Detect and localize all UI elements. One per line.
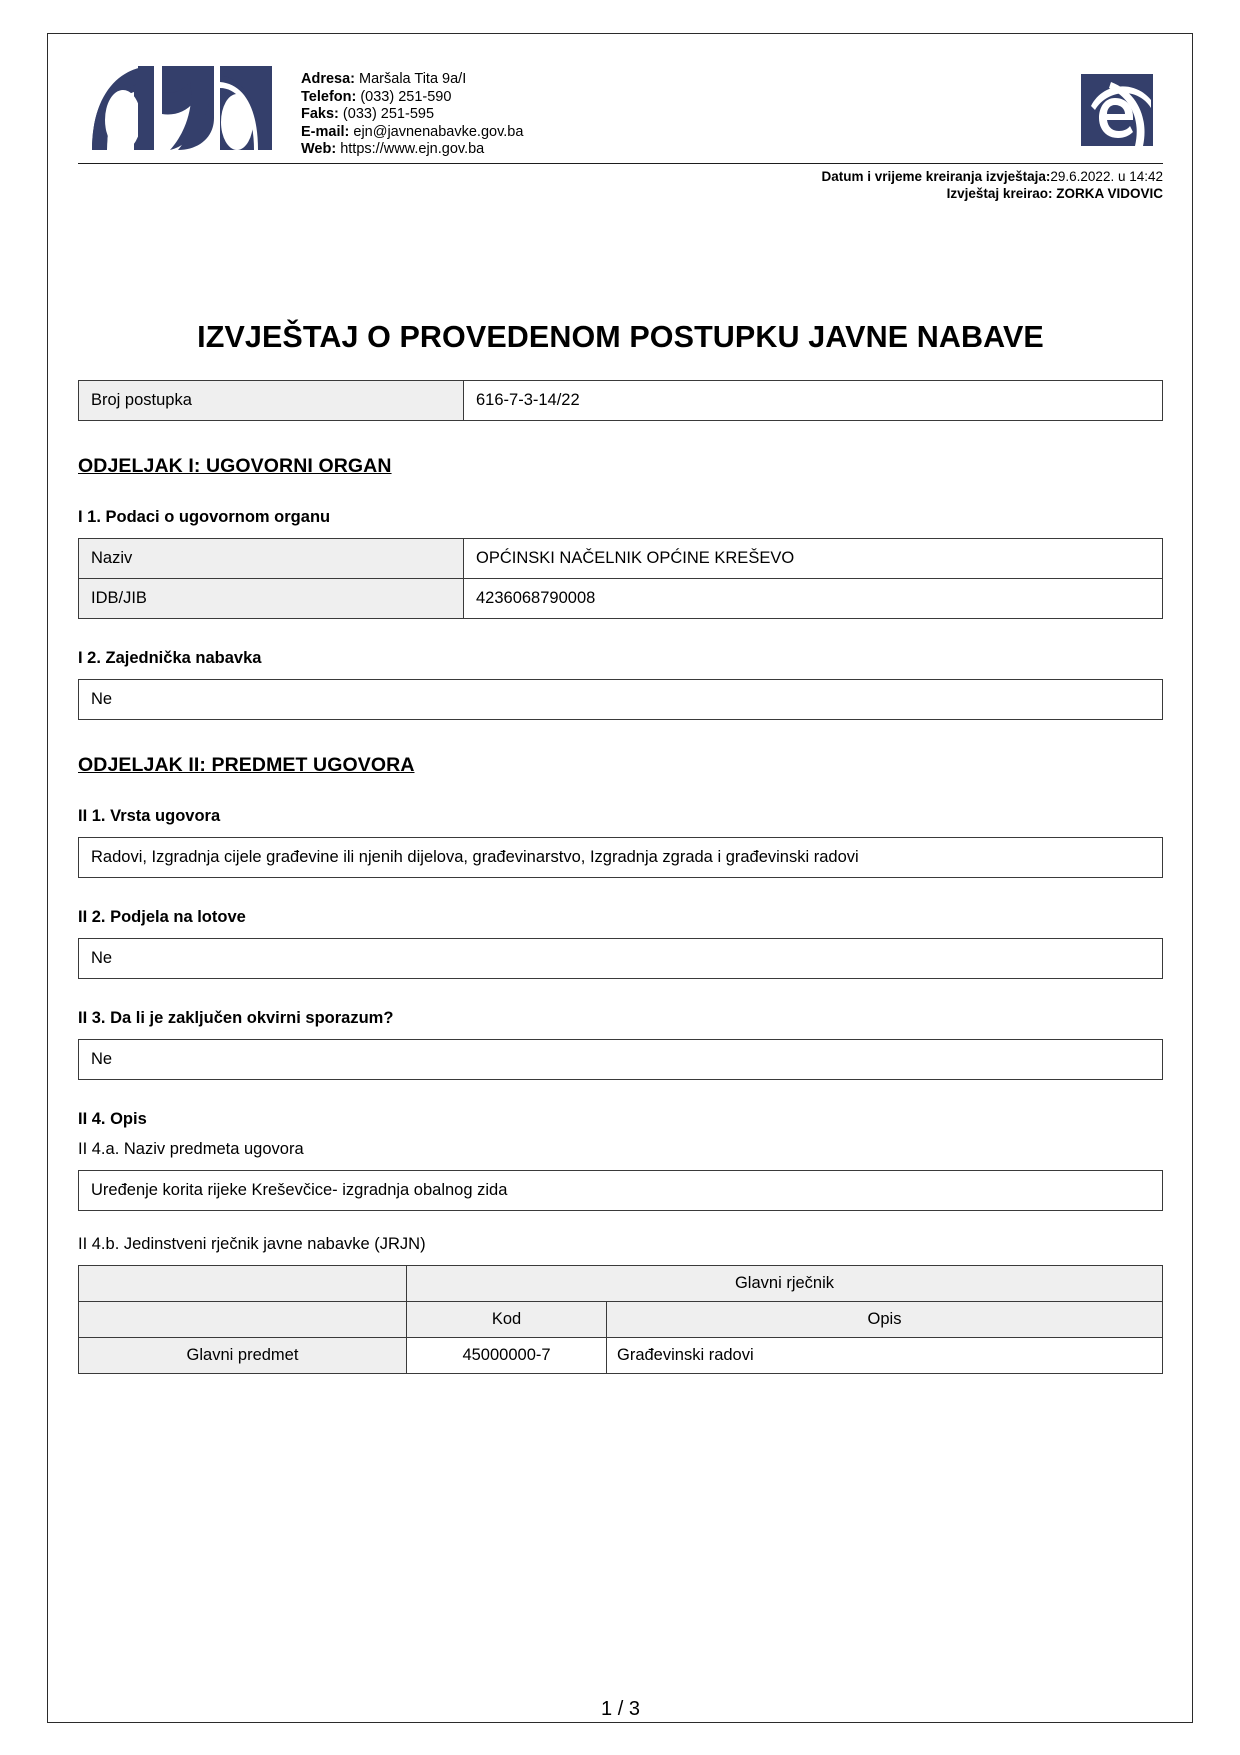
contact-fax-line — [301, 106, 523, 124]
procedure-number-table — [78, 380, 1163, 421]
table-row — [79, 539, 1163, 579]
contact-phone-value: (033) 251-590 — [360, 88, 452, 105]
subsection-2-1-heading: II 1. Vrsta ugovora — [78, 807, 221, 825]
table-row — [79, 1338, 1163, 1374]
section-2-heading: ODJELJAK II: PREDMET UGOVORA — [78, 754, 415, 776]
report-created-line — [78, 169, 1163, 186]
contact-web-value: https://www.ejn.gov.ba — [340, 141, 485, 158]
contact-address-line — [301, 71, 523, 89]
table-row — [79, 939, 1163, 979]
table-row — [79, 1266, 1163, 1302]
framework-agreement-value: Ne — [79, 1040, 1163, 1080]
joint-procurement-box — [78, 679, 1163, 720]
jrjn-corner-cell-2 — [79, 1302, 407, 1338]
subsection-2-3-heading: II 3. Da li je zaključen okvirni sporazum? — [78, 1009, 394, 1027]
contact-address-label: Adresa: — [301, 71, 355, 87]
subject-name-value: Uređenje korita rijeke Kreševčice- izgradnja obalnog zida — [79, 1171, 1163, 1211]
table-row — [79, 838, 1163, 878]
jrjn-row-desc: Građevinski radovi — [607, 1338, 1163, 1374]
page-title: IZVJEŠTAJ O PROVEDENOM POSTUPKU JAVNE NABAVE — [197, 320, 1044, 354]
jrjn-main-header: Glavni rječnik — [407, 1266, 1163, 1302]
ejn-jn-logo — [90, 58, 275, 150]
document-body — [78, 380, 1163, 1374]
contact-email-label: E-mail: — [301, 123, 350, 140]
page-content — [78, 58, 1163, 1720]
table-row — [79, 1171, 1163, 1211]
contact-phone-label: Telefon: — [301, 88, 357, 105]
page-footer — [78, 1698, 1163, 1721]
contact-phone-line — [301, 89, 523, 107]
ejn-e-logo — [1081, 74, 1153, 146]
subsection-2-4a-heading: II 4.a. Naziv predmeta ugovora — [78, 1140, 304, 1158]
subsection-1-1-heading: I 1. Podaci o ugovornom organu — [78, 508, 331, 526]
jrjn-col-desc-header: Opis — [607, 1302, 1163, 1338]
jrjn-corner-cell — [79, 1266, 407, 1302]
page-number: 1 / 3 — [601, 1698, 640, 1720]
report-author-label: Izvještaj kreirao: — [946, 185, 1053, 201]
subject-name-box — [78, 1170, 1163, 1211]
contact-email-line — [301, 124, 523, 142]
jrjn-row-code: 45000000-7 — [407, 1338, 607, 1374]
jrjn-col-code-header: Kod — [407, 1302, 607, 1338]
table-row — [79, 381, 1163, 421]
contract-type-value: Radovi, Izgradnja cijele građevine ili njenih dijelova, građevinarstvo, Izgradnja zgrada i građevinski radovi — [79, 838, 1163, 878]
table-row — [79, 579, 1163, 619]
authority-idb-value: 4236068790008 — [464, 579, 1163, 619]
contact-fax-value: (033) 251-595 — [342, 106, 435, 123]
framework-agreement-box — [78, 1039, 1163, 1080]
subsection-1-2-heading: I 2. Zajednička nabavka — [78, 649, 262, 667]
contact-web-line — [301, 141, 523, 159]
contracting-authority-table — [78, 538, 1163, 619]
contact-web-label: Web: — [301, 141, 337, 158]
subsection-2-4b-heading: II 4.b. Jedinstveni rječnik javne nabavke (JRJN) — [78, 1235, 426, 1253]
lots-box — [78, 938, 1163, 979]
joint-procurement-value: Ne — [79, 680, 1163, 720]
contact-block — [301, 71, 523, 159]
authority-name-label: Naziv — [79, 539, 464, 579]
section-1-heading: ODJELJAK I: UGOVORNI ORGAN — [78, 455, 392, 477]
lots-value: Ne — [79, 939, 1163, 979]
header-divider — [78, 163, 1163, 164]
table-row — [79, 1302, 1163, 1338]
report-author-line — [78, 186, 1163, 203]
jrjn-table — [78, 1265, 1163, 1374]
report-created-label: Datum i vrijeme kreiranja izvještaja: — [821, 169, 1051, 184]
letterhead — [78, 58, 1163, 158]
subsection-2-2-heading: II 2. Podjela na lotove — [78, 908, 246, 926]
report-meta — [78, 169, 1163, 202]
letterhead-left — [78, 58, 523, 159]
contract-type-box — [78, 837, 1163, 878]
contact-fax-label: Faks: — [301, 106, 339, 123]
table-row — [79, 680, 1163, 720]
report-created-value: 29.6.2022. u 14:42 — [1050, 169, 1163, 184]
contact-email-value: ejn@javnenabavke.gov.ba — [353, 123, 524, 140]
jrjn-row-label: Glavni predmet — [79, 1338, 407, 1374]
contact-address-value: Maršala Tita 9a/I — [359, 71, 467, 87]
authority-name-value: OPĆINSKI NAČELNIK OPĆINE KREŠEVO — [464, 539, 1163, 579]
table-row — [79, 1040, 1163, 1080]
procedure-number-value: 616-7-3-14/22 — [464, 381, 1163, 421]
subsection-2-4-heading: II 4. Opis — [78, 1110, 147, 1128]
procedure-number-label: Broj postupka — [79, 381, 464, 421]
report-author-value: ZORKA VIDOVIC — [1056, 185, 1163, 201]
authority-idb-label: IDB/JIB — [79, 579, 464, 619]
